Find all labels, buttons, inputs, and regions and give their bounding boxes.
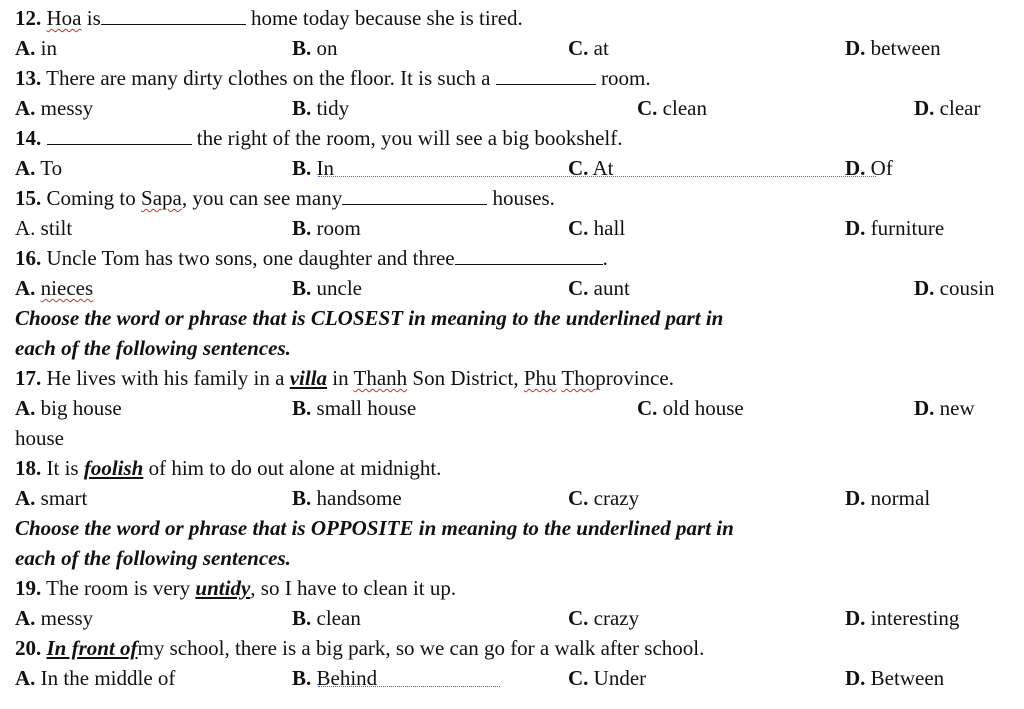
question-text: , so I have to clean it up. (250, 576, 457, 600)
option-text: cousin (939, 276, 995, 300)
option-b[interactable] (292, 393, 416, 423)
option-b[interactable] (292, 663, 377, 693)
option-c[interactable] (637, 93, 707, 123)
option-c[interactable] (568, 33, 609, 63)
option-b[interactable] (292, 33, 338, 63)
option-letter: B. (292, 486, 312, 510)
option-text: At (592, 156, 614, 180)
question-text: home today because she is tired. (251, 6, 523, 30)
question-16 (15, 243, 608, 273)
option-letter: D. (845, 156, 866, 180)
question-text: houses. (492, 186, 555, 210)
option-text: between (870, 36, 941, 60)
option-d-wrap (15, 423, 64, 453)
option-letter: D. (914, 396, 935, 420)
answer-blank[interactable] (496, 66, 596, 85)
option-letter: A. (15, 666, 36, 690)
spellcheck-underline (318, 684, 500, 687)
option-c[interactable] (568, 213, 625, 243)
option-text: To (40, 156, 63, 180)
question-text: The room is very (46, 576, 191, 600)
option-b[interactable] (292, 153, 334, 183)
option-letter: C. (568, 666, 589, 690)
option-letter: D. (845, 486, 866, 510)
option-text: tidy (316, 96, 350, 120)
question-number: 14. (15, 126, 42, 150)
option-letter: B. (292, 96, 312, 120)
option-letter: A. (15, 216, 36, 240)
option-text: crazy (593, 486, 640, 510)
option-text: Of (870, 156, 893, 180)
option-c[interactable] (568, 153, 614, 183)
answer-blank[interactable] (455, 246, 603, 265)
option-text: messy (40, 606, 94, 630)
option-text: on (316, 36, 338, 60)
option-b[interactable] (292, 603, 361, 633)
question-number: 16. (15, 246, 42, 270)
option-d[interactable] (845, 483, 930, 513)
option-text: Under (593, 666, 647, 690)
option-a[interactable] (15, 33, 57, 63)
option-letter: C. (568, 156, 589, 180)
option-d[interactable] (845, 663, 944, 693)
option-text: aunt (593, 276, 630, 300)
spellcheck-underline (318, 174, 876, 177)
question-text: in (332, 366, 349, 390)
question-text-sapa: Sapa (141, 186, 182, 210)
option-letter: A. (15, 36, 36, 60)
option-text: In the middle of (40, 666, 176, 690)
option-text: big house (40, 396, 122, 420)
option-letter: A. (15, 606, 36, 630)
option-letter: A. (15, 96, 36, 120)
option-text: room (316, 216, 361, 240)
question-19 (15, 573, 456, 603)
option-letter: C. (637, 96, 658, 120)
question-text: . (602, 246, 608, 270)
question-text: room. (601, 66, 651, 90)
option-letter: C. (568, 216, 589, 240)
option-text: Behind (316, 666, 378, 690)
question-text: There are many dirty clothes on the floor. It is such a (46, 66, 491, 90)
question-text: is (81, 6, 101, 30)
option-text: clean (316, 606, 361, 630)
option-letter: D. (914, 96, 935, 120)
option-letter: B. (292, 216, 312, 240)
option-text: In (316, 156, 335, 180)
instruction-line: Choose the word or phrase that is CLOSEST in meaning to the underlined part in (15, 306, 724, 330)
question-text: of him to do out alone at midnight. (148, 456, 442, 480)
option-d[interactable] (845, 603, 959, 633)
option-text: Between (870, 666, 945, 690)
option-b[interactable] (292, 213, 361, 243)
question-text: the right of the room, you will see a big bookshelf. (196, 126, 623, 150)
option-letter: D. (845, 216, 866, 240)
question-number: 19. (15, 576, 42, 600)
option-d[interactable] (845, 153, 893, 183)
question-13 (15, 63, 651, 93)
option-c[interactable] (568, 483, 639, 513)
option-letter: D. (914, 276, 935, 300)
option-letter: B. (292, 666, 312, 690)
question-14 (15, 123, 623, 153)
question-number: 20. (15, 636, 42, 660)
question-text-hoa: Hoa (46, 6, 82, 30)
option-a[interactable] (15, 213, 72, 243)
option-letter: C. (568, 276, 589, 300)
option-text: handsome (316, 486, 402, 510)
option-letter: D. (845, 666, 866, 690)
underlined-keyword: villa (289, 366, 328, 390)
option-a[interactable] (15, 603, 93, 633)
question-text: my school, there is a big park, so we can go for a walk after school. (137, 636, 705, 660)
question-number: 12. (15, 6, 42, 30)
option-letter: D. (845, 606, 866, 630)
question-17 (15, 363, 674, 393)
answer-blank[interactable] (47, 126, 192, 145)
option-text: nieces (40, 276, 94, 300)
question-number: 13. (15, 66, 42, 90)
question-text: Coming to (46, 186, 136, 210)
instruction-closest (15, 303, 1015, 363)
question-text: province. (595, 366, 674, 390)
option-text: stilt (40, 216, 73, 240)
question-text: , you can see many (181, 186, 343, 210)
option-c[interactable] (637, 393, 744, 423)
option-c[interactable] (568, 663, 646, 693)
option-letter: B. (292, 396, 312, 420)
option-letter: C. (568, 486, 589, 510)
question-number: 15. (15, 186, 42, 210)
option-text: house (15, 426, 64, 450)
option-letter: B. (292, 156, 312, 180)
option-text: messy (40, 96, 94, 120)
option-d[interactable] (914, 273, 995, 303)
option-d[interactable] (914, 393, 975, 423)
option-letter: A. (15, 156, 36, 180)
option-text: at (593, 36, 609, 60)
option-a[interactable] (15, 663, 175, 693)
question-text: Son District, (412, 366, 519, 390)
question-20 (15, 633, 704, 663)
underlined-keyword: foolish (83, 456, 144, 480)
option-letter: D. (845, 36, 866, 60)
option-text: furniture (870, 216, 945, 240)
option-text: uncle (316, 276, 362, 300)
option-c[interactable] (568, 273, 630, 303)
option-text: clear (939, 96, 981, 120)
option-text: in (40, 36, 58, 60)
option-text: normal (870, 486, 931, 510)
place-name: Thanh (353, 366, 408, 390)
option-d[interactable] (845, 33, 941, 63)
option-text: crazy (593, 606, 640, 630)
option-letter: C. (637, 396, 658, 420)
option-text: interesting (870, 606, 960, 630)
place-name: Tho (561, 366, 596, 390)
option-a[interactable] (15, 273, 93, 303)
underlined-keyword: In front of (46, 636, 138, 660)
question-text: It is (46, 456, 79, 480)
option-text: old house (662, 396, 744, 420)
option-letter: C. (568, 606, 589, 630)
option-text: hall (593, 216, 626, 240)
option-letter: A. (15, 276, 36, 300)
question-number: 17. (15, 366, 42, 390)
option-a[interactable] (15, 483, 87, 513)
question-15 (15, 183, 555, 213)
answer-blank[interactable] (342, 186, 487, 205)
option-letter: B. (292, 36, 312, 60)
instruction-line: Choose the word or phrase that is OPPOSITE in meaning to the underlined part in (15, 516, 734, 540)
option-text: small house (316, 396, 417, 420)
question-number: 18. (15, 456, 42, 480)
option-letter: A. (15, 396, 36, 420)
option-d[interactable] (914, 93, 980, 123)
option-letter: C. (568, 36, 589, 60)
option-b[interactable] (292, 483, 402, 513)
instruction-line: each of the following sentences. (15, 336, 291, 360)
option-a[interactable] (15, 153, 62, 183)
option-letter: B. (292, 276, 312, 300)
option-text: new (939, 396, 975, 420)
underlined-keyword: untidy (195, 576, 251, 600)
option-b[interactable] (292, 93, 349, 123)
place-name: Phu (523, 366, 557, 390)
question-18 (15, 453, 441, 483)
option-letter: A. (15, 486, 36, 510)
instruction-opposite (15, 513, 1015, 573)
option-letter: B. (292, 606, 312, 630)
option-c[interactable] (568, 603, 639, 633)
answer-blank[interactable] (101, 6, 246, 25)
option-a[interactable] (15, 93, 93, 123)
option-text: clean (662, 96, 707, 120)
question-12 (15, 3, 523, 33)
option-d[interactable] (845, 213, 944, 243)
option-text: smart (40, 486, 88, 510)
question-text: He lives with his family in a (46, 366, 285, 390)
instruction-line: each of the following sentences. (15, 546, 291, 570)
option-a[interactable] (15, 393, 122, 423)
option-b[interactable] (292, 273, 362, 303)
question-text: Uncle Tom has two sons, one daughter and three (46, 246, 455, 270)
